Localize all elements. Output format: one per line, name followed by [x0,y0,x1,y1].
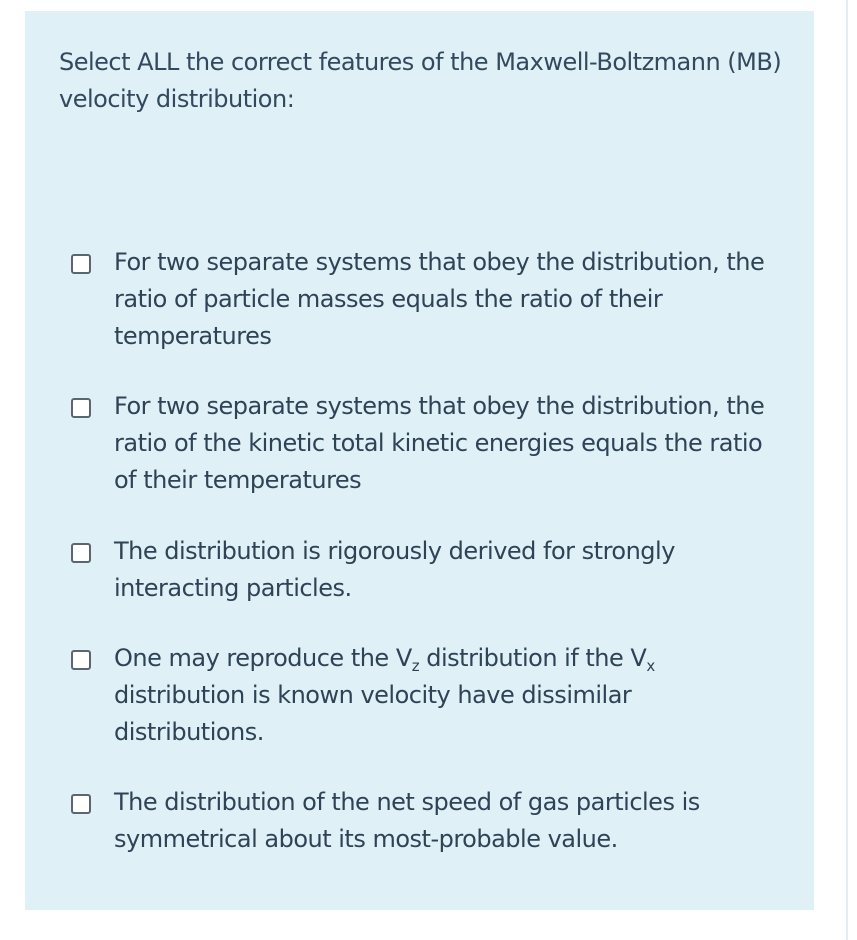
answer-option-label [114,640,774,751]
right-divider [846,0,848,940]
answer-option-label: The distribution is rigorously derived for strongly interacting particles. [114,537,675,602]
label-part: distribution if the V [419,644,647,672]
answer-option-label: For two separate systems that obey the distribution, the ratio of the kinetic total kinetic energies equals the ratio of their temperatures [114,392,765,494]
answer-option-label: For two separate systems that obey the distribution, the ratio of particle masses equals the ratio of their temperatures [114,248,765,350]
answer-checkbox[interactable] [71,398,91,418]
label-part: distribution is known velocity have dissimilar distributions. [114,681,632,746]
answer-checkbox[interactable] [71,254,91,274]
answer-option-label: The distribution of the net speed of gas particles is symmetrical about its most-probable value. [114,788,700,853]
subscript-z: z [411,657,420,675]
answer-checkbox[interactable] [71,794,91,814]
question-card [25,11,814,910]
answer-checkbox[interactable] [71,650,91,670]
question-text: Select ALL the correct features of the Maxwell-Boltzmann (MB) velocity distribution: [59,48,782,113]
label-part: One may reproduce the V [114,644,412,672]
subscript-x: x [646,657,655,675]
answer-checkbox[interactable] [71,543,91,563]
